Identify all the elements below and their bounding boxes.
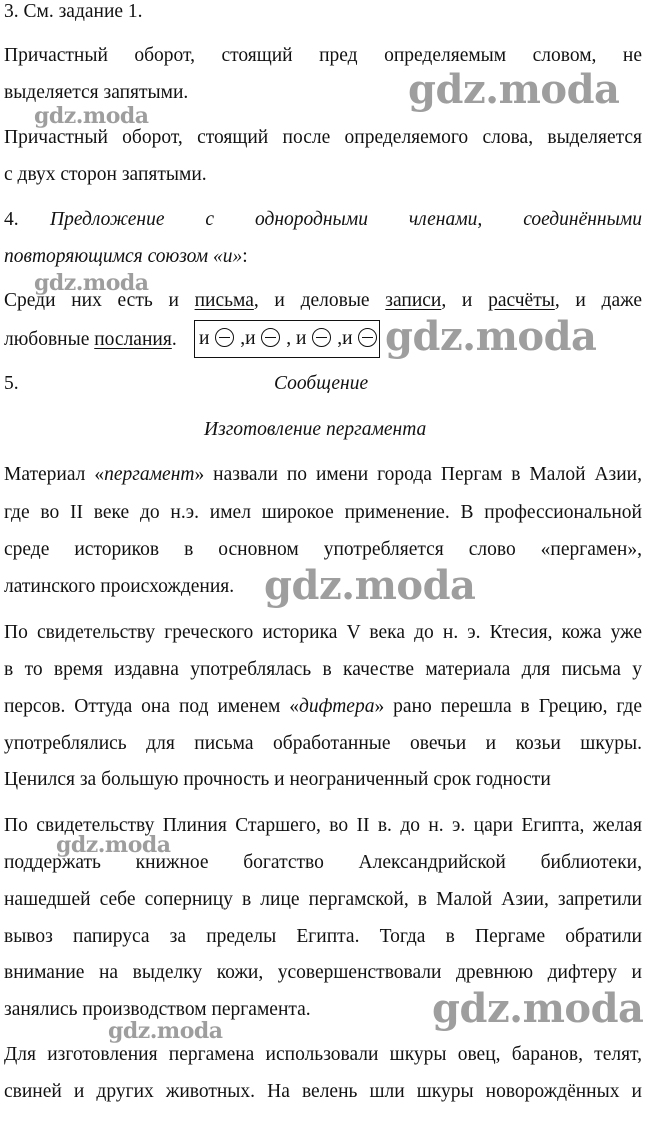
- colon: :: [242, 246, 248, 267]
- watermark: gdz.moda: [34, 270, 149, 296]
- underlined-word: записи: [385, 290, 442, 311]
- report-label: Сообщение: [274, 373, 369, 394]
- text-span: .: [171, 329, 177, 350]
- text-span: Среди них есть и: [4, 290, 195, 311]
- homogeneous-member-circle-icon: [215, 328, 234, 347]
- text-line: По свидетельству греческого историка V века до н. э. Ктесия, кожа уже: [4, 622, 642, 643]
- task-4-title: Предложение с однородными членами, соединёнными: [50, 209, 642, 230]
- text-span: » назвали по имени города Пергам в Малой Азии,: [194, 464, 642, 485]
- text-line: среде историков в основном употребляется слово «пергамен»,: [4, 539, 642, 560]
- underlined-word: послания: [94, 329, 172, 350]
- text-line: [4, 463, 642, 487]
- text-line: Причастный оборот, стоящий после определяемого слова, выделяется: [4, 127, 642, 148]
- watermark: gdz.moda: [108, 1018, 223, 1044]
- text-line: вывоз папируса за пределы Египта. Тогда в Пергаме обратили: [4, 926, 642, 947]
- text-line: Для изготовления пергамена использовали шкуры овец, баранов, телят,: [4, 1044, 642, 1065]
- watermark: gdz.moda: [56, 832, 171, 858]
- watermark: gdz.moda: [432, 985, 644, 1032]
- schema-text: и: [199, 328, 215, 349]
- schema-text: ,и: [332, 328, 358, 349]
- text-line: занялись производством пергамента.: [4, 999, 311, 1020]
- homogeneous-member-circle-icon: [358, 328, 377, 347]
- item-number: 5.: [4, 373, 19, 394]
- watermark: gdz.moda: [385, 313, 597, 360]
- text-line: свиней и других животных. На велень шли шкуры новорождённых и: [4, 1081, 642, 1102]
- text-span: , и деловые: [253, 290, 386, 311]
- italic-term: дифтера: [299, 696, 375, 717]
- homogeneous-member-circle-icon: [312, 328, 331, 347]
- text-line: Ценился за большую прочность и неограниченный срок годности: [4, 769, 551, 790]
- text-span: персов. Оттуда она под именем «: [4, 696, 300, 717]
- text-line: в то время издавна употреблялась в качестве материала для письма у: [4, 659, 642, 680]
- watermark: gdz.moda: [408, 66, 620, 113]
- watermark: gdz.moda: [34, 103, 149, 129]
- text-line: Причастный оборот, стоящий пред определяемым словом, не: [4, 45, 642, 66]
- schema-text: ,и: [235, 328, 261, 349]
- text-span: Материал «: [4, 464, 105, 485]
- text-line: [4, 695, 642, 719]
- homogeneous-member-circle-icon: [261, 328, 280, 347]
- text-line: латинского происхождения.: [4, 576, 235, 597]
- text-line: с двух сторон запятыми.: [4, 164, 207, 185]
- text-line: [4, 245, 642, 269]
- schema-text: , и: [281, 328, 312, 349]
- italic-term: пергамент: [104, 464, 195, 485]
- schema-row: [199, 326, 378, 352]
- text-line: где во II веке до н.э. имел широкое применение. В профессиональной: [4, 502, 642, 523]
- underlined-word: расчёты: [488, 290, 555, 311]
- text-line: По свидетельству Плиния Старшего, во II в. до н. э. цари Египта, желая: [4, 815, 642, 836]
- item-number: 4.: [4, 209, 19, 230]
- underlined-word: письма: [194, 290, 254, 311]
- text-line: нашедшей себе соперницу в лице пергамской, в Малой Азии, запретили: [4, 889, 642, 910]
- text-line: внимание на выделку кожи, усовершенствовали древнюю дифтеру и: [4, 962, 642, 983]
- text-span: » рано перешла в Грецию, где: [374, 696, 642, 717]
- task-4-title-cont: повторяющимся союзом «и»: [4, 246, 243, 267]
- text-line: выделяется запятыми.: [4, 82, 189, 103]
- text-line: поддержать книжное богатство Александрийской библиотеки,: [4, 852, 642, 873]
- watermark: gdz.moda: [264, 562, 476, 609]
- text-span: , и: [441, 290, 489, 311]
- text-span: , и даже: [554, 290, 642, 311]
- report-title: Изготовление пергамента: [204, 419, 427, 440]
- sentence-schema-box: [194, 320, 380, 358]
- text-line: употреблялись для письма обработанные овечьи и козьи шкуры.: [4, 733, 642, 754]
- task-3-heading: 3. См. задание 1.: [4, 1, 143, 22]
- text-span: любовные: [4, 329, 95, 350]
